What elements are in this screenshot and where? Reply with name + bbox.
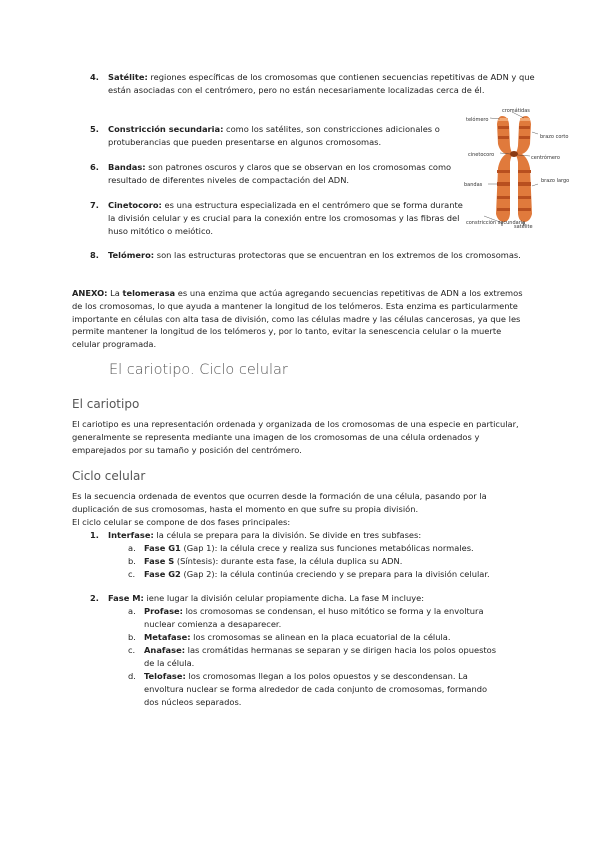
heading-cariotipo: El cariotipo [72,397,140,411]
document-page: 4. Satélite: regiones específicas de los cromosomas que contienen secuencias repetitivas de ADN y que están asociadas con el centrómero, pero no están necesariamente localizadas cerca de él. 5. Constricción secundaria: como los satélites, son constricciones adicionales o protuberancias que pueden presentarse en algunos cromosomas. 6. Bandas: son patrones oscuros y claros que se observan en los cromosomas como resultado de diferentes niveles de compactación del ADN. 7. Cinetocoro: es una estructura especializada en el centrómero que se forma durante la división celular y es crucial para la conexión entre los cromosomas y las fibras del huso mitótico o meiótico. 8. Telómero: son las estructuras protectoras que se encuentran en los extremos de los cromosomas. cromátidas telómero brazo corto cinetocoro centrómero bandas brazo largo constricción secundaria satélite ANEXO: La telomerasa es una enzima que actúa agregando secuencias repetitivas de ADN a los extremos de los cromosomas, lo que ayuda a mantener la longitud de los telómeros. Esta enzima es particularmente importante en células con alta tasa de división, como las células madre y las células cancerosas, ya que les permite mantener la longitud de los telómeros y, por lo tanto, evitar la senescencia celular o la muerte celular programada. El cariotipo. Ciclo celular El cariotipo El cariotipo es una representación ordenada y organizada de los cromosomas de una especie en particular, generalmente se representa mediante una imagen de los cromosomas de una célula ordenados y emparejados por su tamaño y posición del centrómero. Ciclo celular Es la secuencia ordenada de eventos que ocurren desde la formación de una célula, pasando por la duplicación de sus cromosomas, hasta el momento en que sufre su propia división. El ciclo celular se compone de dos fases principales: 1. Interfase: la célula se prepara para la división. Se divide en tres subfases: a. Fase G1 (Gap 1): la célula crece y realiza sus funciones metabólicas normales. b. Fase S (Síntesis): durante esta fase, la célula duplica su ADN. c. Fase G2 (Gap 2): la célula continúa creciendo y se prepara para la división celular. 2. Fase M: iene lugar la división celular propiamente dicha. La fase M incluye: a. Profase: los cromosomas se condensan, el huso mitótico se forma y la envoltura nuclear comienza a desaparecer. b. Metafase: los cromosomas se alinean en la placa ecuatorial de la célula. c. Anafase: las cromátidas hermanas se separan y se dirigen hacia los polos opuestos de la célula. d. Telofase: los cromosomas llegan a los polos opuestos y se descondensan. La envoltura nuclear se forma alrededor de cada conjunto de cromosomas, formando dos núcleos separados. [0,0,600,848]
label-bandas: bandas [464,182,483,188]
chromosome-illustration [484,112,538,226]
term: Bandas: [108,162,146,172]
label-brazo-largo: brazo largo [541,178,570,184]
label-telomero: telómero [466,117,489,123]
label-centromero: centrómero [531,155,560,161]
label-constriccion: constricción secundaria [466,220,526,226]
ciclo-intro: Es la secuencia ordenada de eventos que ocurren desde la formación de una célula, pasando por la duplicación de sus cromosomas, hasta el momento en que sufre su propia división. [72,491,487,514]
anexo-paragraph: ANEXO: La telomerasa es una enzima que actúa agregando secuencias repetitivas de ADN a los extremos de los cromosomas, lo que ayuda a mantener la longitud de los telómeros. Esta enzima es particularmente importante en células con alta tasa de división, como las células madre y las células cancerosas, ya que les permite mantener la longitud de los telómeros y, por lo tanto, evitar la senescencia celular o la muerte celular programada. [72,288,523,350]
term: Cinetocoro: [108,200,162,210]
cariotipo-paragraph: El cariotipo es una representación ordenada y organizada de los cromosomas de una especie en particular, generalmente se representa mediante una imagen de los cromosomas de una célula ordenados y emparejados por su tamaño y posición del centrómero. [72,419,519,455]
ciclo-intro-2: El ciclo celular se compone de dos fases principales: [72,517,291,527]
chromosome-diagram [462,104,572,234]
term: Telómero: [108,250,155,260]
label-cromatidas: cromátidas [502,108,530,114]
label-cinetocoro: cinetocoro [468,152,495,158]
label-brazo-corto: brazo corto [540,134,569,140]
heading-ciclo-celular: Ciclo celular [72,469,146,483]
term: Constricción secundaria: [108,124,224,134]
label-satelite: satélite [514,224,533,230]
section-title: El cariotipo. Ciclo celular [109,362,288,378]
term: Satélite: [108,72,148,82]
